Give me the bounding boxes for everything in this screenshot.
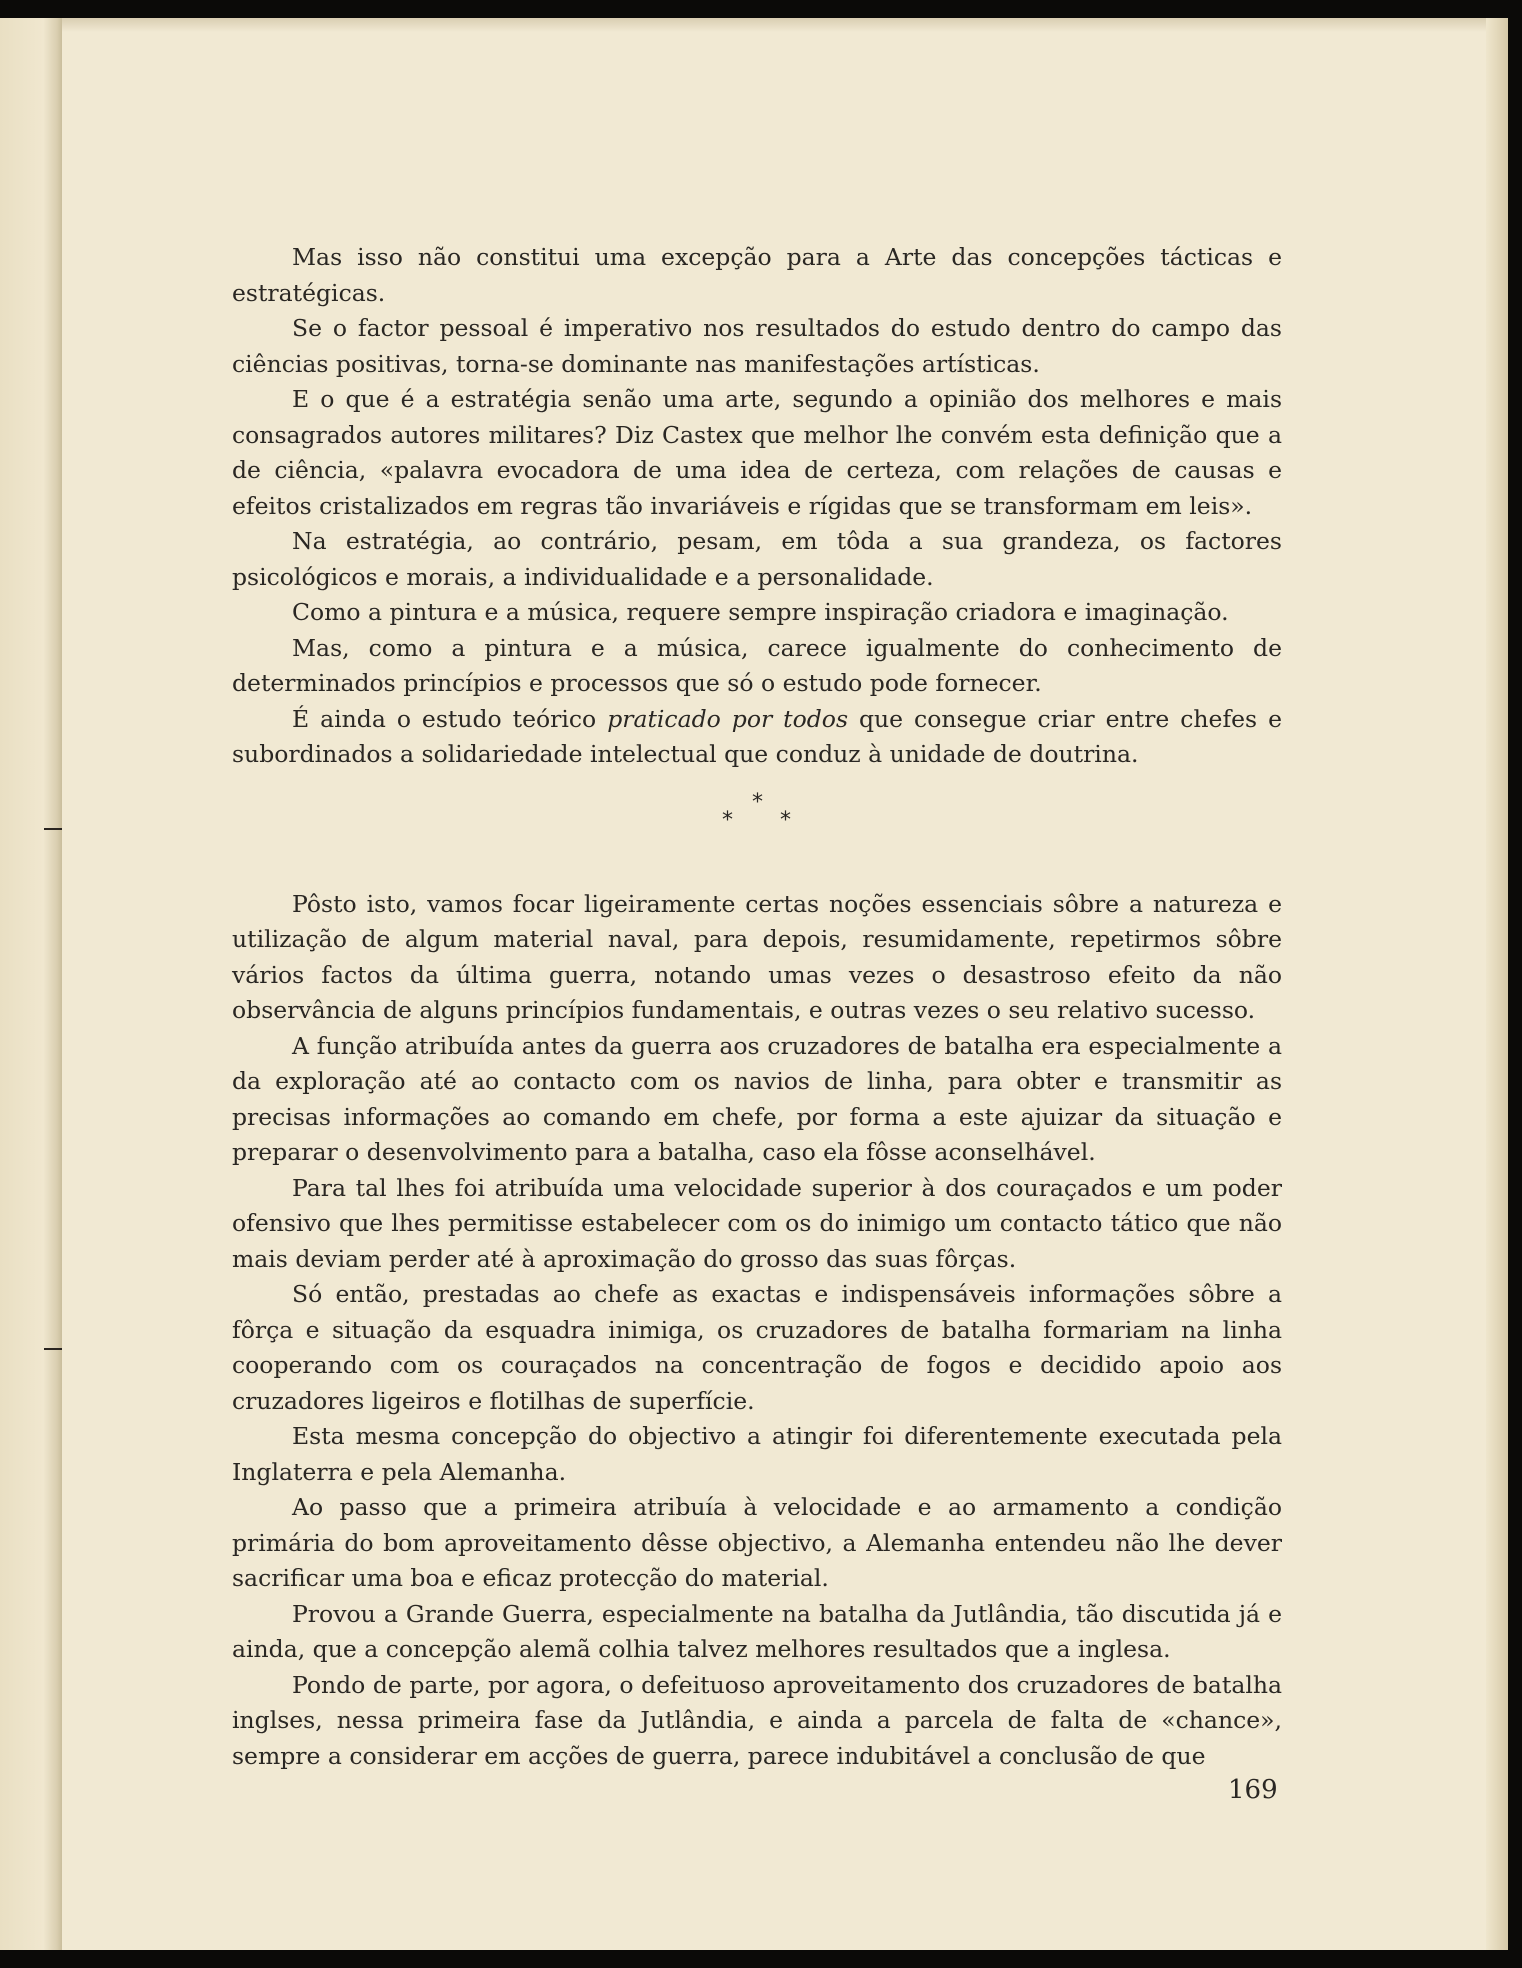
paragraph: A função atribuída antes da guerra aos cruzadores de batalha era especialmente a da exploração até ao contacto com os navios de linha, para obter e transmitir as precisas informações ao comando em chefe, por forma a este ajuizar da situação e preparar o desenvolvimento para a batalha, caso ela fôsse aconselhável. (232, 1031, 1282, 1166)
paragraph-start: É ainda o estudo teórico (292, 704, 608, 733)
margin-mark (44, 1348, 62, 1350)
paragraph: Na estratégia, ao contrário, pesam, em tôda a sua grandeza, os factores psicológicos e morais, a individualidade e a personalidade. (232, 527, 1282, 591)
asterisk: * (722, 807, 733, 833)
book-page (0, 18, 1508, 1950)
italic-phrase: praticado por todos (607, 704, 849, 733)
paragraph: Mas isso não constitui uma excepção para a Arte das concepções tácticas e estratégicas. (232, 243, 1282, 307)
paragraph: Mas, como a pintura e a música, carece igualmente do conhecimento de determinados princípios e processos que só o estudo pode fornecer. (232, 633, 1282, 697)
page-right-edge (1486, 18, 1508, 1950)
paragraph: Para tal lhes foi atribuída uma velocidade superior à dos couraçados e um poder ofensivo que lhes permitisse estabelecer com os do inimigo um contacto tático que não mais deviam perder até à aproximação do grosso das suas fôrças. (232, 1173, 1282, 1273)
paragraph-end: que consegue criar entre chefes e subordinados a solidariedade intelectual que conduz à unidade de doutrina. (232, 704, 1282, 768)
asterisk: * (752, 789, 763, 815)
paragraph: E o que é a estratégia senão uma arte, segundo a opinião dos melhores e mais consagrados autores militares? Diz Castex que melhor lhe convém esta definição que a de ciência, «palavra evocadora de uma idea de certeza, com relações de causas e efeitos cristalizados em regras tão invariáveis e rígidas que se transformam em leis». (232, 385, 1282, 520)
paragraph: Pôsto isto, vamos focar ligeiramente certas noções essenciais sôbre a natureza e utilização de algum material naval, para depois, resumidamente, repetirmos sôbre vários factos da última guerra, notando umas vezes o desastroso efeito da não observância de alguns princípios fundamentais, e outras vezes o seu relativo sucesso. (232, 889, 1282, 1024)
page-top-shadow (0, 18, 1508, 32)
page-gutter (0, 18, 62, 1950)
paragraph: Só então, prestadas ao chefe as exactas e indispensáveis informações sôbre a fôrça e situação da esquadra inimiga, os cruzadores de batalha formariam na linha cooperando com os couraçados na concentração de fogos e decidido apoio aos cruzadores ligeiros e flotilhas de superfície. (232, 1280, 1282, 1415)
paragraph: Se o factor pessoal é imperativo nos resultados do estudo dentro do campo das ciências positivas, torna-se dominante nas manifestações artísticas. (232, 314, 1282, 378)
section-separator (232, 773, 1282, 887)
paragraph: Provou a Grande Guerra, especialmente na batalha da Jutlândia, tão discutida já e ainda, que a concepção alemã colhia talvez melhores resultados que a inglesa. (232, 1599, 1282, 1663)
margin-mark (44, 828, 62, 830)
paragraph: Ao passo que a primeira atribuía à velocidade e ao armamento a condição primária do bom aproveitamento dêsse objectivo, a Alemanha entendeu não lhe dever sacrificar uma boa e eficaz protecção do material. (232, 1493, 1282, 1592)
paragraph: Pondo de parte, por agora, o defeituoso aproveitamento dos cruzadores de batalha inglses, nessa primeira fase da Jutlândia, e ainda a parcela de falta de «chance», sempre a considerar em acções de guerra, parece indubitável a conclusão de que (232, 1670, 1282, 1770)
page-number: 169 (1228, 1775, 1278, 1805)
paragraph (232, 702, 1282, 773)
body-text (232, 240, 1282, 1774)
asterisk: * (780, 807, 791, 833)
paragraph: Esta mesma concepção do objectivo a atingir foi diferentemente executada pela Inglaterra e pela Alemanha. (232, 1422, 1282, 1486)
paragraph: Como a pintura e a música, requere sempre inspiração criadora e imaginação. (292, 598, 1229, 626)
